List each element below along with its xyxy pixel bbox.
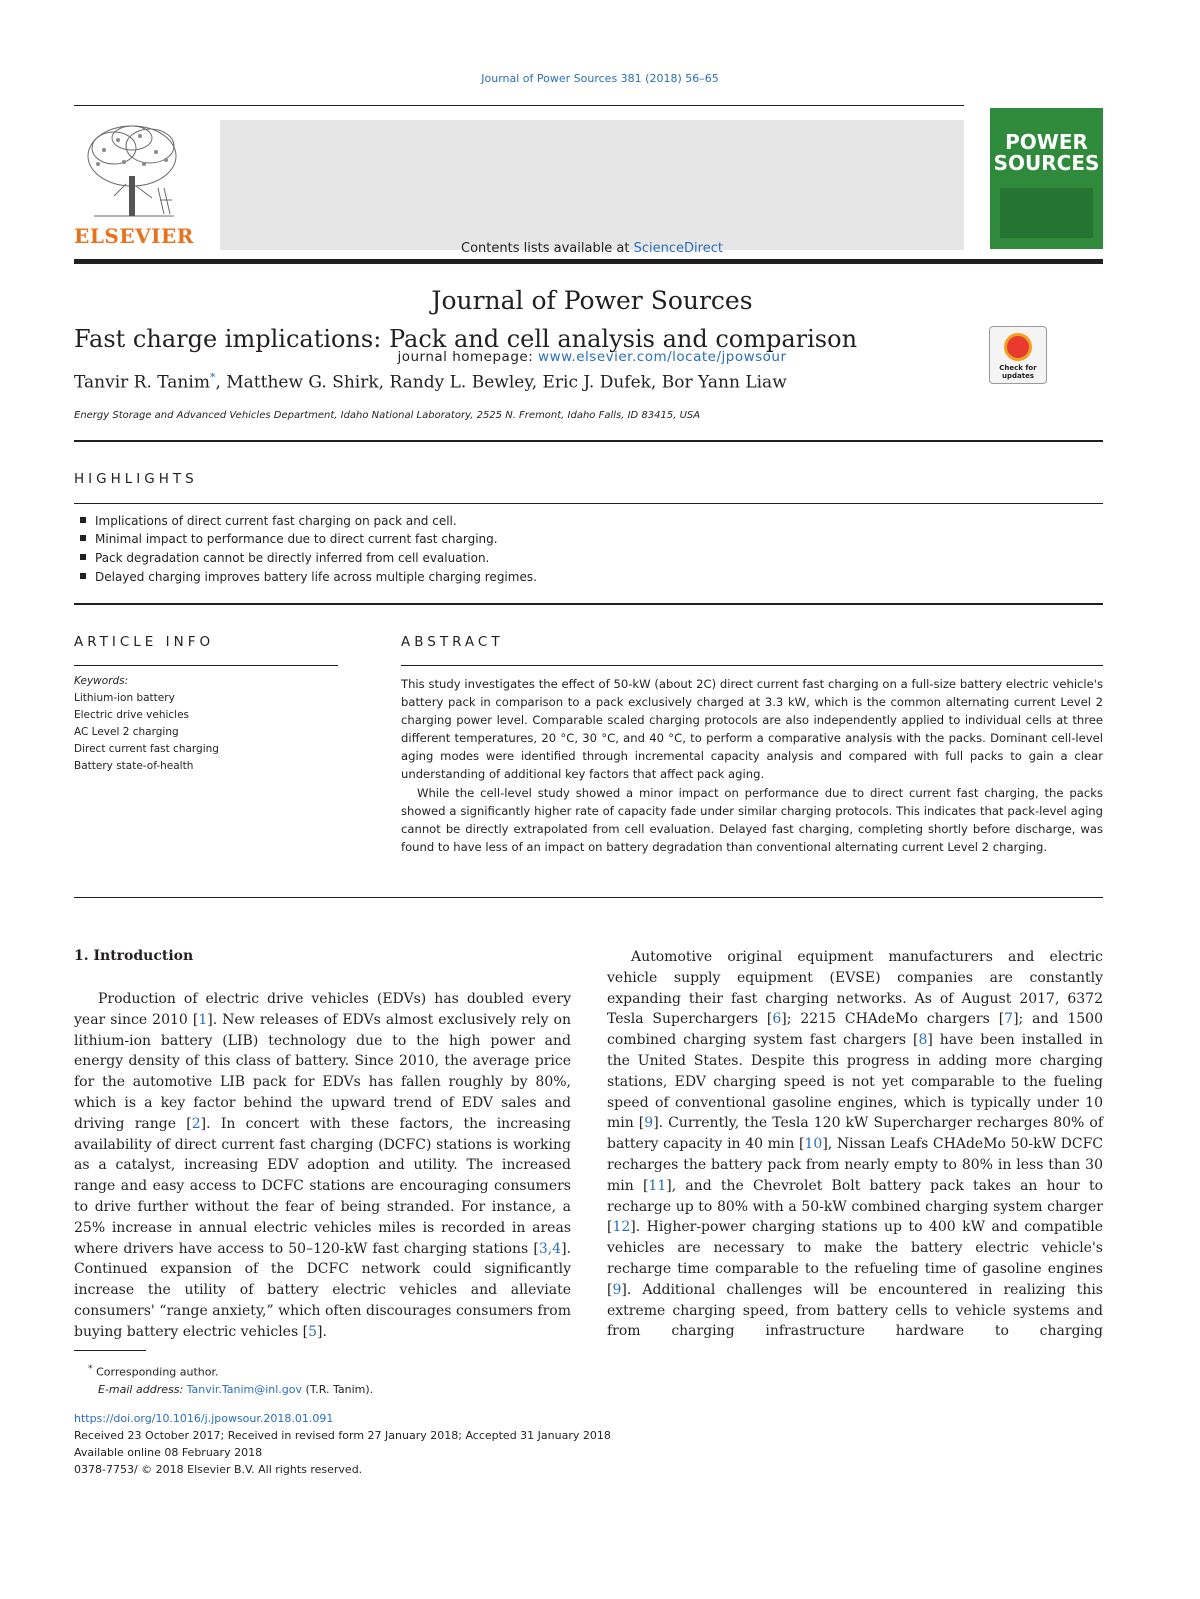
check-updates-line1: Check for	[999, 364, 1037, 372]
intro-text: ] have been installed in the United States. Despite this progress in adding more charging stations, EDV charging speed is not yet comparable to the fueling speed of conventional gasoline engines, which is typically under 10 min [	[607, 1032, 1103, 1132]
citation-link[interactable]: 11	[648, 1177, 667, 1194]
header-top-rule	[74, 105, 964, 106]
article-info-heading: ARTICLE INFO	[74, 634, 215, 650]
cover-artwork	[1000, 188, 1093, 238]
keyword-item: Battery state-of-health	[74, 760, 194, 772]
citation-link[interactable]: 9	[644, 1115, 654, 1132]
intro-text: ], Nissan Leafs CHAdeMo 50-kW DCFC recharges the battery pack from nearly empty to 80% in less than 30 min [	[607, 1136, 1103, 1194]
citation-link[interactable]: 7	[1004, 1011, 1014, 1028]
journal-title: Journal of Power Sources	[431, 286, 753, 315]
article-info-rule	[74, 665, 338, 666]
affiliation: Energy Storage and Advanced Vehicles Department, Idaho National Laboratory, 2525 N. Fremont, Idaho Falls, ID 83415, USA	[74, 410, 701, 421]
intro-text: ]. Higher-power charging stations up to 400 kW and compatible vehicles are necessary to make the battery electric vehicle's recharge time comparable to the refueling time of gasoline engines [	[607, 1219, 1103, 1298]
intro-text: ]; 2215 CHAdeMo chargers [	[781, 1011, 1005, 1028]
highlight-item	[80, 532, 498, 546]
highlight-text: Minimal impact to performance due to direct current fast charging.	[95, 532, 498, 546]
intro-right-column	[607, 947, 1103, 1342]
intro-paragraph	[607, 947, 1103, 1342]
corresponding-label: Corresponding author.	[96, 1365, 219, 1379]
corresponding-author-note	[74, 1360, 373, 1381]
keyword-item: Electric drive vehicles	[74, 709, 190, 721]
author-list-rest: , Matthew G. Shirk, Randy L. Bewley, Eric J. Dufek, Bor Yann Liaw	[215, 372, 787, 393]
citation-link[interactable]: 3,4	[538, 1240, 562, 1257]
journal-cover[interactable]	[990, 108, 1103, 249]
citation-link[interactable]: 12	[612, 1219, 631, 1236]
keywords-label: Keywords:	[74, 675, 129, 687]
citation-link[interactable]: 5	[308, 1323, 317, 1340]
elsevier-wordmark: ELSEVIER	[74, 224, 194, 248]
bullet-icon	[80, 535, 86, 541]
email-link[interactable]: Tanvir.Tanim@inl.gov	[186, 1382, 303, 1396]
copyright: 0378-7753/ © 2018 Elsevier B.V. All rights reserved.	[74, 1463, 363, 1476]
author-corresponding: Tanvir R. Tanim	[74, 372, 210, 393]
introduction-heading: 1. Introduction	[74, 948, 194, 964]
abstract-paragraph: This study investigates the effect of 50-kW (about 2C) direct current fast charging on a full-size battery electric vehicle's battery pack in comparison to a pack exclusively charged at 3.3 kW, which is the common alternating current Level 2 charging power level. Comparable scaled charging protocols are also independently applied to individual cells at three different temperatures, 20 °C, 30 °C, and 40 °C, to perform a comparative analysis with the packs. Dominant cell-level aging modes were identified through incremental capacity analysis and compared with full packs to gain a clear understanding of additional key factors that affect pack aging.	[401, 677, 1103, 782]
check-updates-line2: updates	[1002, 372, 1034, 380]
intro-text: ]. Continued expansion of the DCFC network could significantly increase the utility of battery electric vehicles and alleviate consumers' “range anxiety,” which often discourages consumers from buying battery electric vehicles [	[74, 1240, 571, 1340]
homepage-prefix: journal homepage:	[397, 349, 534, 365]
cover-title	[990, 132, 1103, 174]
citation-link[interactable]: 8	[918, 1032, 928, 1049]
affiliation-rule	[74, 440, 1103, 442]
abstract-paragraph: While the cell-level study showed a minor impact on performance due to direct current fast charging, the packs showed a significantly higher rate of capacity fade under similar charging protocols. This indicates that pack-level aging cannot be directly extrapolated from cell evaluation. Delayed fast charging, completing shortly before discharge, was found to have less of an impact on battery degradation than conventional alternating current Level 2 charging.	[401, 785, 1103, 854]
crossmark-icon	[1004, 333, 1032, 361]
keyword-item: Direct current fast charging	[74, 743, 219, 755]
bullet-icon	[80, 517, 86, 523]
highlights-top-rule	[74, 503, 1103, 504]
abstract-heading: ABSTRACT	[401, 634, 504, 650]
citation-link[interactable]: 1	[198, 1011, 208, 1028]
bullet-icon	[80, 554, 86, 560]
intro-text: ].	[316, 1323, 327, 1340]
authors	[74, 371, 787, 393]
front-matter	[74, 1410, 611, 1478]
citation-link[interactable]: 9	[612, 1281, 622, 1298]
received-dates: Received 23 October 2017; Received in revised form 27 January 2018; Accepted 31 January 2018	[74, 1429, 611, 1442]
paper-title: Fast charge implications: Pack and cell analysis and comparison	[74, 325, 858, 353]
highlight-item	[80, 551, 489, 565]
contents-line	[220, 241, 964, 256]
citation-link[interactable]: 2	[191, 1115, 201, 1132]
citation-link[interactable]: 10	[804, 1136, 823, 1153]
abstract-body	[401, 675, 1103, 856]
check-for-updates-badge[interactable]	[989, 326, 1047, 384]
footnote-rule	[74, 1350, 146, 1351]
header-bottom-rule	[74, 259, 1103, 264]
abstract-rule	[401, 665, 1103, 666]
highlights-heading: HIGHLIGHTS	[74, 471, 198, 487]
intro-left-column	[74, 989, 571, 1343]
email-label: E-mail address:	[98, 1382, 184, 1396]
bullet-icon	[80, 573, 86, 579]
email-suffix: (T.R. Tanim).	[305, 1382, 374, 1396]
intro-text: ]. In concert with these factors, the increasing availability of direct current fast charging (DCFC) stations is working as a catalyst, increasing EDV adoption and utility. The increased range and easy access to DCFC stations are encouraging consumers to drive further without the fear of being stranded. For instance, a 25% increase in annual electric vehicles miles is recorded in areas where drivers have access to 50–120-kW fast charging stations [	[74, 1115, 571, 1257]
elsevier-tree-icon	[74, 118, 194, 222]
highlight-text: Implications of direct current fast charging on pack and cell.	[95, 514, 457, 528]
intro-text: ]. New releases of EDVs almost exclusively rely on lithium-ion battery (LIB) technology due to the high power and energy density of this class of battery. Since 2010, the average price for the automotive LIB pack for EDVs has fallen roughly by 80%, which is a key factor behind the upward trend of EDV sales and driving range [	[74, 1011, 571, 1132]
intro-text: ]. Additional challenges will be encountered in realizing this extreme charging speed, from battery cells to vehicle systems and from charging infrastructure hardware to charging	[607, 1281, 1103, 1340]
corresponding-mark[interactable]: *	[209, 371, 216, 384]
intro-text: ], and the Chevrolet Bolt battery pack takes an hour to recharge up to 80% with a 50-kW combined charging system charger [	[607, 1177, 1104, 1236]
highlight-text: Delayed charging improves battery life across multiple charging regimes.	[95, 570, 537, 584]
doi-link[interactable]: https://doi.org/10.1016/j.jpowsour.2018.01.091	[74, 1412, 334, 1425]
highlights-bottom-rule	[74, 603, 1103, 605]
intro-text: ]; and 1500 combined charging system fast chargers [	[607, 1011, 1103, 1049]
intro-text: ]. Currently, the Tesla 120 kW Supercharger recharges 80% of battery capacity in 40 min [	[607, 1115, 1103, 1153]
highlight-text: Pack degradation cannot be directly inferred from cell evaluation.	[95, 551, 490, 565]
sciencedirect-link[interactable]: ScienceDirect	[633, 241, 723, 256]
email-note	[74, 1381, 373, 1398]
available-online: Available online 08 February 2018	[74, 1446, 263, 1459]
intro-text: Automotive original equipment manufacturers and electric vehicle supply equipment (EVSE) companies are constantly expanding their fast charging networks. As of August 2017, 6372 Tesla Superchargers [	[607, 949, 1103, 1028]
journal-reference[interactable]: Journal of Power Sources 381 (2018) 56–65	[481, 72, 719, 85]
check-for-updates-text	[990, 364, 1046, 380]
footnote	[74, 1360, 373, 1398]
abstract-bottom-rule	[74, 897, 1103, 898]
highlight-item	[80, 514, 457, 528]
keyword-item: Lithium-ion battery	[74, 692, 175, 704]
highlight-item	[80, 570, 537, 584]
footnote-mark: *	[88, 1363, 93, 1374]
homepage-link[interactable]: www.elsevier.com/locate/jpowsour	[538, 349, 787, 365]
contents-prefix: Contents lists available at	[461, 241, 630, 256]
cover-title-line1: POWER	[1005, 130, 1088, 154]
keyword-item: AC Level 2 charging	[74, 726, 179, 738]
intro-text: Production of electric drive vehicles (EDVs) has doubled every year since 2010 [	[74, 991, 571, 1028]
citation-link[interactable]: 6	[772, 1011, 782, 1028]
cover-title-line2: SOURCES	[993, 151, 1100, 175]
intro-paragraph	[74, 989, 571, 1343]
